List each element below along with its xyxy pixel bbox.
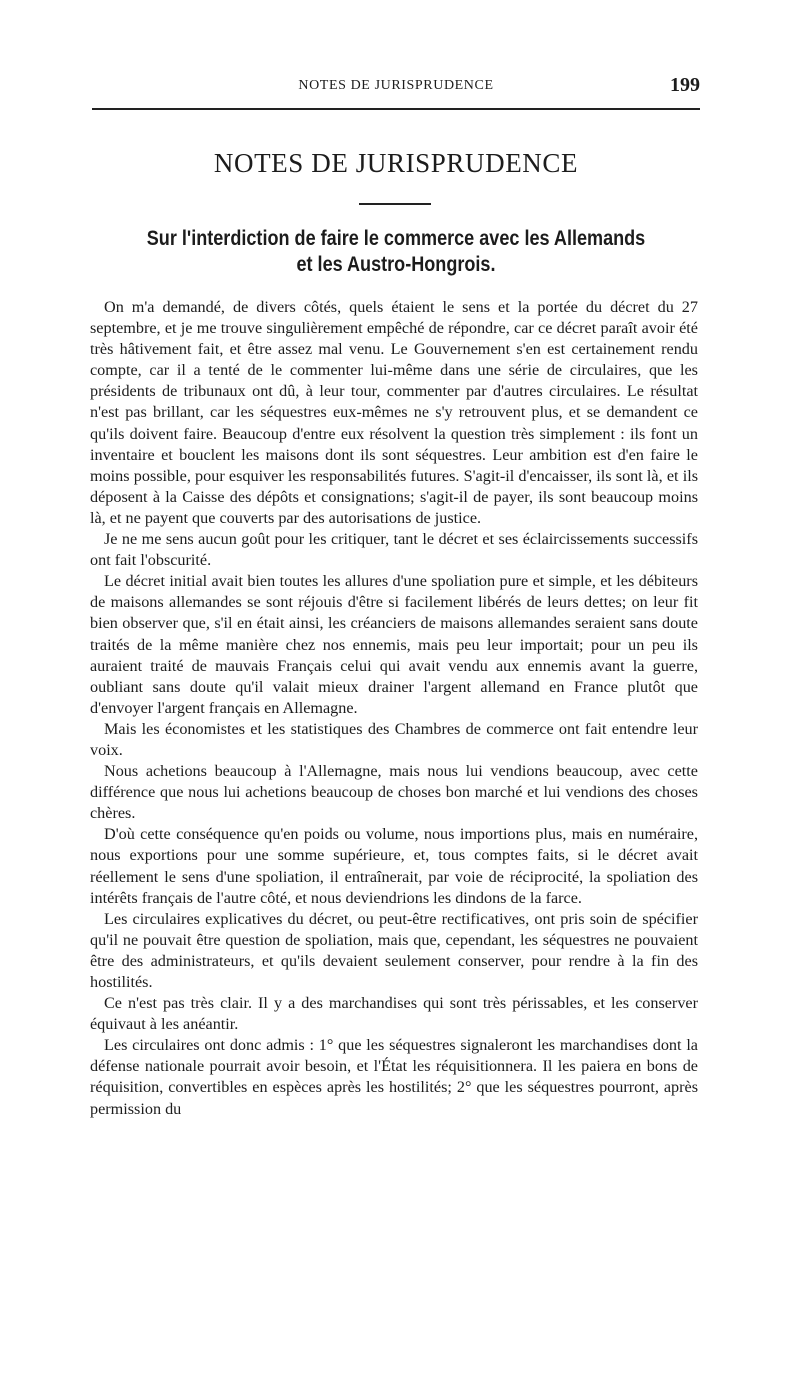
subtitle-line-1: Sur l'interdiction de faire le commerce avec les Allemands [146,227,646,250]
page-number: 199 [670,74,700,96]
subtitle-line-2: et les Austro-Hongrois. [296,253,496,276]
article-body [90,297,698,1120]
article-title: NOTES DE JURISPRUDENCE [213,148,579,178]
paragraph: On m'a demandé, de divers côtés, quels étaient le sens et la portée du décret du 27 septembre, et je me trouve singulièrement empêché de répondre, car ce décret paraît avoir été très hâtivement fait, et être assez mal venu. Le Gouvernement s'en est certainement rendu compte, car il a tenté de le commenter lui-même dans une série de circulaires, que les présidents de tribunaux ont dû, à leur tour, commenter par d'autres circulaires. Le résultat n'est pas brillant, car les séquestres eux-mêmes ne s'y retrouvent plus, et se demandent ce qu'ils doivent faire. Beaucoup d'entre eux résolvent la question très simplement : ils font un inventaire et bouclent les maisons dont ils sont séquestres. Leur ambition est d'en faire le moins possible, pour esquiver les responsabilités futures. S'agit-il d'encaisser, ils sont là, et ils déposent à la Caisse des dépôts et consignations; s'agit-il de payer, ils sont beaucoup moins là, et ne payent que couverts par des autorisations de justice. [90,298,698,527]
running-header [92,74,700,102]
title-rule [359,203,431,205]
paragraph: Je ne me sens aucun goût pour les critiquer, tant le décret et ses éclaircissements successifs ont fait l'obscurité. [90,530,698,570]
paragraph: Les circulaires explicatives du décret, ou peut-être rectificatives, ont pris soin de spécifier qu'il ne pouvait être question de spoliation, mais que, cependant, les séquestres ne pouvaient être des administrateurs, et qu'ils devaient seulement conserver, pour rendre à la fin des hostilités. [90,909,698,991]
running-title: NOTES DE JURISPRUDENCE [298,78,494,93]
paragraph: Nous achetions beaucoup à l'Allemagne, mais nous lui vendions beaucoup, avec cette différence que nous lui achetions beaucoup de choses bon marché et lui vendions des choses chères. [90,762,698,823]
header-rule [92,108,700,110]
paragraph: Le décret initial avait bien toutes les allures d'une spoliation pure et simple, et les débiteurs de maisons allemandes se sont réjouis d'être si facilement libérés de leurs dettes; on leur fit bien observer que, s'il en était ainsi, les créanciers de maisons allemandes seraient sans doute traités de la même manière chez nos ennemis, mais peu leur importait; pour un peu ils auraient traité de mauvais Français celui qui avait vendu aux ennemis avant la guerre, oubliant sans doute qu'il valait mieux drainer l'argent allemand en France plutôt que d'envoyer l'argent français en Allemagne. [90,572,698,717]
paragraph: Ce n'est pas très clair. Il y a des marchandises qui sont très périssables, et les conserver équivaut à les anéantir. [90,994,698,1034]
paragraph: D'où cette conséquence qu'en poids ou volume, nous importions plus, mais en numéraire, nous exportions pour une somme supérieure, et, tous comptes faits, si le décret avait réellement le sens d'une spoliation, il entraînerait, par voie de réciprocité, la spoliation des intérêts français de l'autre côté, et nous deviendrions les dindons de la farce. [90,825,698,907]
article-subtitle [135,226,658,278]
paragraph: Mais les économistes et les statistiques des Chambres de commerce ont fait entendre leur voix. [90,719,698,759]
paragraph: Les circulaires ont donc admis : 1° que les séquestres signaleront les marchandises dont la défense nationale pourrait avoir besoin, et l'État les réquisitionnera. Il les paiera en bons de réquisition, convertibles en espèces après les hostilités; 2° que les séquestres pourront, après permission du [90,1036,698,1118]
